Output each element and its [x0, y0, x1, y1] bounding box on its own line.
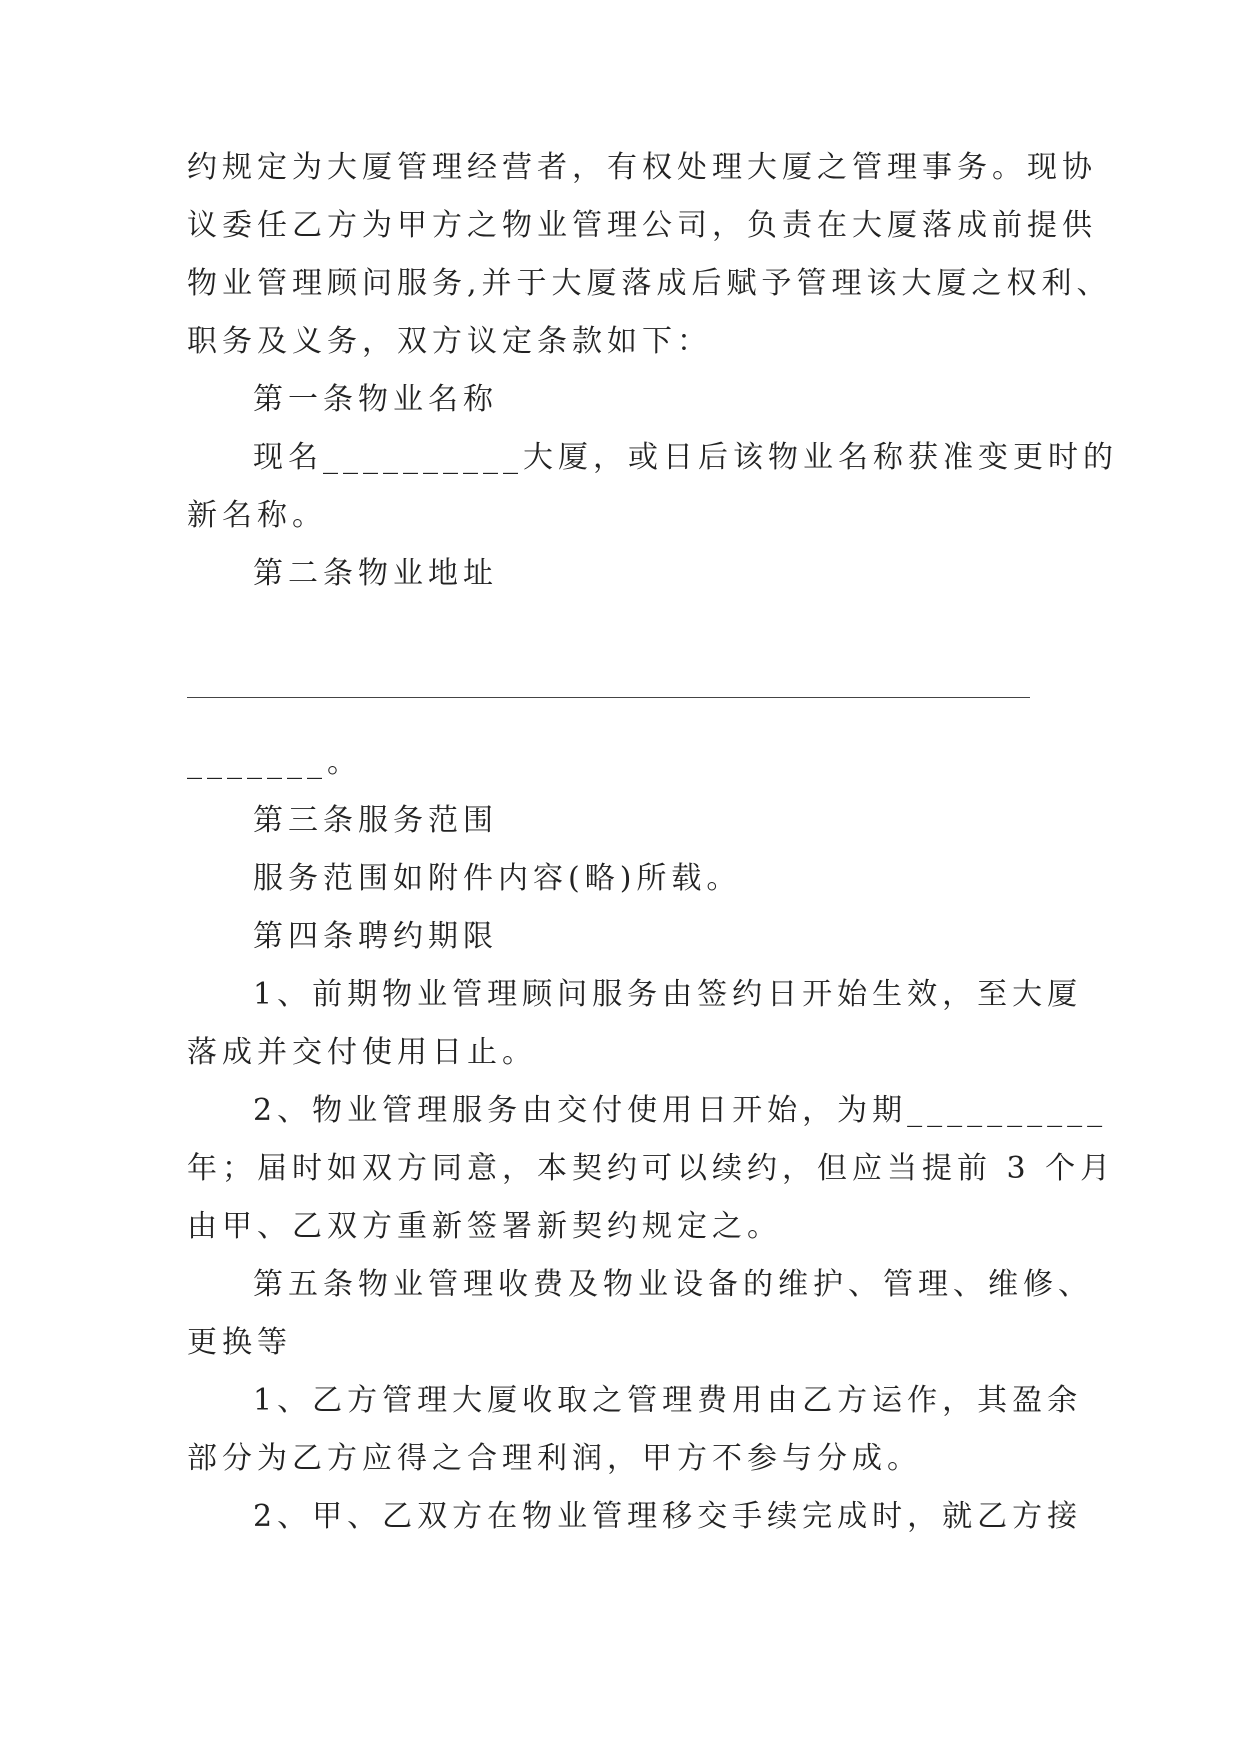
text-line: 物业管理顾问服务,并于大厦落成后赋予管理该大厦之权利、: [187, 266, 1112, 301]
text-line: 服务范围如附件内容(略)所载。: [253, 861, 742, 896]
text-line: 新名称。: [187, 498, 327, 533]
article-heading: 第一条物业名称: [253, 382, 498, 417]
text-line: 2、物业管理服务由交付使用日开始，为期__________: [253, 1093, 1108, 1128]
text-line: 议委任乙方为甲方之物业管理公司，负责在大厦落成前提供: [187, 208, 1097, 243]
text-line: 1、前期物业管理顾问服务由签约日开始生效，至大厦: [253, 977, 1083, 1012]
text-line: 1、乙方管理大厦收取之管理费用由乙方运作，其盈余: [253, 1383, 1083, 1418]
article-heading: 第四条聘约期限: [253, 919, 498, 954]
text-line: 职务及义务，双方议定条款如下：: [187, 324, 712, 359]
text-line: 年；届时如双方同意，本契约可以续约，但应当提前 3 个月: [187, 1151, 1116, 1186]
address-blank-line: [187, 697, 1030, 698]
text-line: 更换等: [187, 1325, 292, 1360]
text-line: 2、甲、乙双方在物业管理移交手续完成时，就乙方接: [253, 1499, 1083, 1534]
text-line: 现名__________大厦，或日后该物业名称获准变更时的: [253, 440, 1118, 475]
text-line: _______。: [187, 745, 362, 780]
article-heading: 第三条服务范围: [253, 803, 498, 838]
text-line: 落成并交付使用日止。: [187, 1035, 537, 1070]
text-line: 约规定为大厦管理经营者，有权处理大厦之管理事务。现协: [187, 150, 1097, 185]
article-heading: 第五条物业管理收费及物业设备的维护、管理、维修、: [253, 1267, 1093, 1302]
text-line: 由甲、乙双方重新签署新契约规定之。: [187, 1209, 782, 1244]
article-heading: 第二条物业地址: [253, 556, 498, 591]
text-line: 部分为乙方应得之合理利润，甲方不参与分成。: [187, 1441, 922, 1476]
